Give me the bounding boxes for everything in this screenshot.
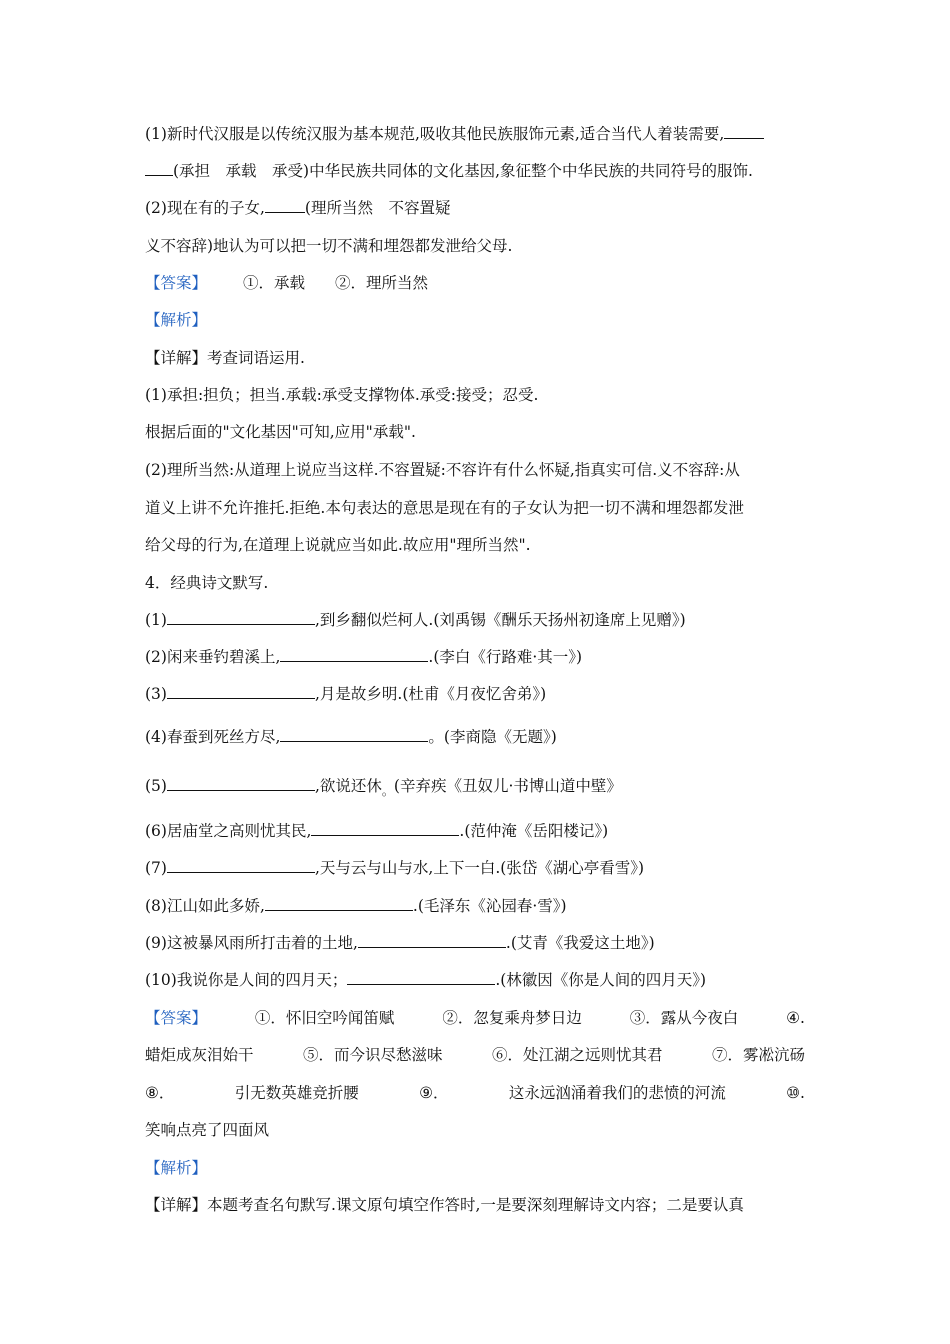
fill-blank[interactable] (167, 684, 315, 699)
q4-answers-row-1 (145, 1008, 805, 1028)
item-suffix: .(毛泽东《沁园春·雪》) (412, 897, 567, 915)
detail-text: 本题考查名句默写.课文原句填空作答时,一是要深刻理解诗文内容；二是要认真 (207, 1196, 744, 1214)
answer-4: 蜡炬成灰泪始干 (145, 1046, 254, 1064)
answer-3: ③．露从今夜白 (629, 1009, 739, 1027)
answer-4-marker: ④. (786, 1009, 805, 1027)
answer-9-marker: ⑨． (419, 1084, 449, 1102)
answer-6: ⑥．处江湖之远则忧其君 (491, 1046, 663, 1064)
answer-1: ①．承载 (243, 274, 306, 292)
item-prefix: (6)居庙堂之高则忧其民, (145, 822, 312, 840)
item-suffix: .(艾青《我爱这土地》) (505, 934, 655, 952)
detail-tag: 【详解】 (145, 349, 208, 367)
fill-blank[interactable] (724, 124, 764, 139)
fill-blank[interactable] (347, 970, 495, 985)
q3-detail-line (145, 348, 305, 368)
item-suffix: .(范仲淹《岳阳楼记》) (459, 822, 609, 840)
answer-8: 引无数英雄竞折腰 (234, 1084, 359, 1102)
fill-blank[interactable] (167, 858, 315, 873)
q4-item-2 (145, 647, 582, 667)
q3-item1-text: (1)新时代汉服是以传统汉服为基本规范,吸收其他民族服饰元素,适合当代人着装需要, (145, 125, 725, 143)
fill-blank[interactable] (145, 161, 173, 176)
q3-item1-line1 (145, 124, 764, 144)
fill-blank[interactable] (167, 776, 315, 791)
item-suffix: ,到乡翻似烂柯人.(刘禹锡《酬乐天扬州初逢席上见赠》) (314, 611, 686, 629)
explain-line-2: 根据后面的"文化基因"可知,应用"承载". (145, 423, 416, 441)
q4-item-4 (145, 727, 557, 747)
item-suffix: ,天与云与山与水,上下一白.(张岱《湖心亭看雪》) (314, 859, 645, 877)
q3-item2-line1 (145, 198, 450, 218)
detail-text: 考查词语运用. (207, 349, 305, 367)
explain-line-5: 给父母的行为,在道理上说就应当如此.故应用"理所当然". (145, 536, 531, 554)
q4-answers-row-3 (145, 1083, 805, 1103)
q4-item-1 (145, 610, 686, 630)
analysis-tag: 【解析】 (145, 1159, 208, 1177)
answer-10-marker: ⑩. (786, 1084, 805, 1102)
item-suffix: 。(李商隐《无题》) (428, 728, 557, 746)
answer-tag: 【答案】 (145, 1009, 208, 1027)
answer-1: ①．怀旧空吟闻笛赋 (254, 1009, 395, 1027)
period-mark: 。 (381, 784, 394, 798)
q4-item-10 (145, 970, 706, 990)
answer-10: 笑响点亮了四面风 (145, 1121, 270, 1139)
q3-item1-line2 (145, 161, 753, 181)
item-prefix: (4)春蚕到死丝方尽, (145, 728, 281, 746)
item-prefix: (2)闲来垂钓碧溪上, (145, 648, 281, 666)
answer-5: ⑤．而今识尽愁滋味 (302, 1046, 443, 1064)
q4-item-8 (145, 896, 567, 916)
q3-item2-line2: 义不容辞)地认为可以把一切不满和埋怨都发泄给父母. (145, 237, 513, 255)
item-prefix: (9)这被暴风雨所打击着的土地, (145, 934, 358, 952)
q4-item-9 (145, 933, 655, 953)
item-prefix: (3) (145, 685, 167, 703)
item-prefix: (8)江山如此多娇, (145, 897, 265, 915)
fill-blank[interactable] (265, 896, 413, 911)
q3-item1-options: (承担 承载 承受)中华民族共同体的文化基因,象征整个中华民族的共同符号的服饰. (173, 162, 753, 180)
analysis-tag: 【解析】 (145, 311, 208, 329)
item-prefix: (5) (145, 777, 167, 795)
explain-line-3: (2)理所当然:从道理上说应当这样.不容置疑:不容许有什么怀疑,指真实可信.义不容辞:从 (145, 461, 740, 479)
item-suffix: ,欲说还休 (314, 777, 382, 795)
fill-blank[interactable] (280, 647, 428, 662)
q4-item-6 (145, 821, 608, 841)
q3-answer-line (145, 273, 428, 293)
fill-blank[interactable] (358, 933, 506, 948)
answer-2: ②．忽复乘舟梦日边 (442, 1009, 582, 1027)
fill-blank[interactable] (280, 727, 428, 742)
item-prefix: (7) (145, 859, 167, 877)
q4-item-5 (145, 776, 622, 801)
q4-answers-row-2 (145, 1045, 805, 1065)
item-source: (辛弃疾《丑奴儿·书博山道中壁》 (393, 777, 622, 795)
q4-title: 4．经典诗文默写. (145, 574, 269, 592)
fill-blank[interactable] (265, 198, 305, 213)
explain-line-1: (1)承担:担负；担当.承载:承受支撑物体.承受:接受；忍受. (145, 386, 539, 404)
q4-item-3 (145, 684, 546, 704)
item-suffix: ,月是故乡明.(杜甫《月夜忆舍弟》) (314, 685, 547, 703)
answer-7: ⑦．雾凇沆砀 (711, 1046, 805, 1064)
fill-blank[interactable] (311, 821, 459, 836)
answer-9: 这永远汹涌着我们的悲愤的河流 (508, 1084, 726, 1102)
q3-item2-options: (理所当然 不容置疑 (304, 199, 451, 217)
explain-line-4: 道义上讲不允许推托.拒绝.本句表达的意思是现在有的子女认为把一切不满和埋怨都发泄 (145, 499, 744, 517)
item-suffix: .(林徽因《你是人间的四月天》) (495, 971, 707, 989)
fill-blank[interactable] (167, 610, 315, 625)
q4-detail-line (145, 1195, 744, 1215)
q3-item2-text: (2)现在有的子女, (145, 199, 265, 217)
q4-item-7 (145, 858, 644, 878)
item-prefix: (10)我说你是人间的四月天； (145, 971, 348, 989)
detail-tag: 【详解】 (145, 1196, 208, 1214)
answer-2: ②．理所当然 (335, 274, 429, 292)
answer-tag: 【答案】 (145, 274, 208, 292)
item-prefix: (1) (145, 611, 167, 629)
answer-8-marker: ⑧． (145, 1084, 175, 1102)
item-suffix: .(李白《行路难·其一》) (428, 648, 583, 666)
